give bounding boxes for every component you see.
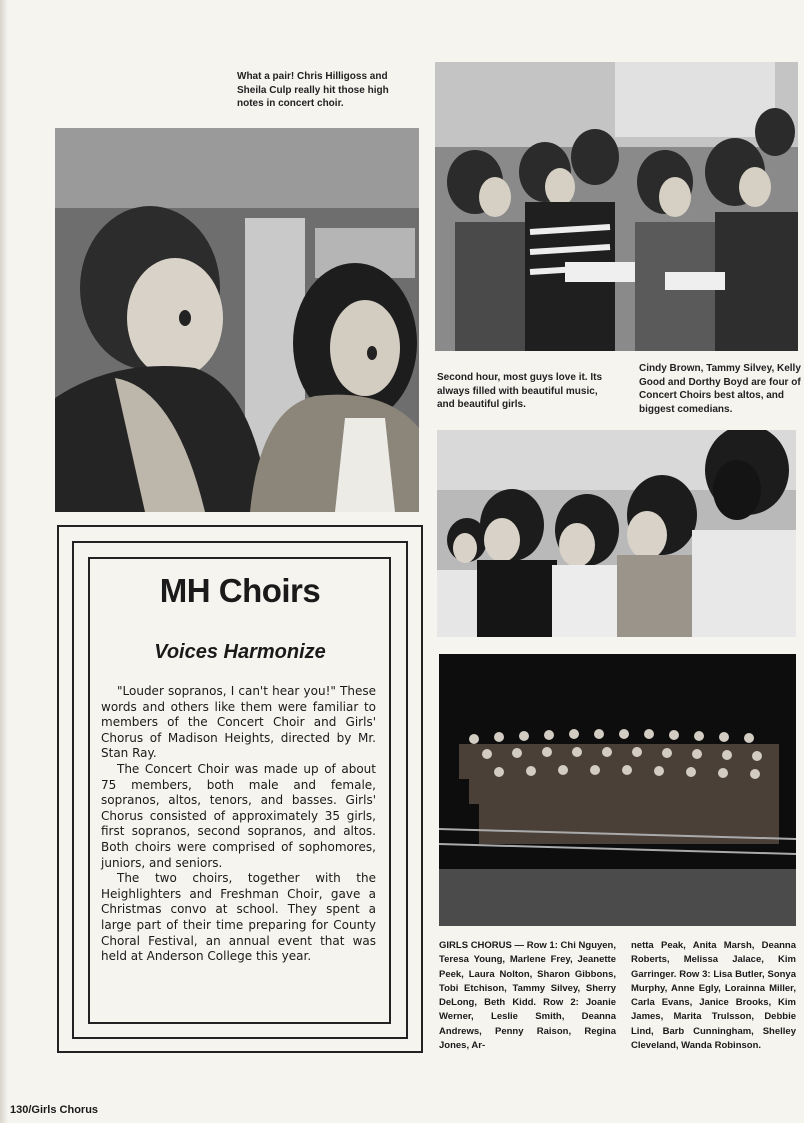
story-frame-rule-right xyxy=(406,541,408,1038)
story-paragraph: The Concert Choir was made up of about 75 members, both male and female, sopranos, altos, tenors, and basses. Girls' Chorus consisted of approximately 35 girls, first sopranos, second sopranos, and altos. Both choirs were comprised of sophomores, juniors, and seniors. xyxy=(101,761,376,870)
photo-second-hour xyxy=(435,62,798,351)
story-frame-rule-top xyxy=(72,541,408,543)
page-spine-shadow xyxy=(0,0,8,1123)
page-folio: 130/Girls Chorus xyxy=(10,1104,99,1116)
roster-column-2: netta Peak, Anita Marsh, Deanna Roberts, Melissa Jalace, Kim Garringer. Row 3: Lisa Butler, Sonya Murphy, Anne Egly, Lorainna Miller, Carla Evans, Janice Brooks, Kim James, Marita Trulsson, Debbie Lind, Barb Cunningham, Shelley Cleveland, Wanda Robinson. xyxy=(631,940,796,1052)
photo-altos xyxy=(437,430,796,637)
caption-comedians: Cindy Brown, Tammy Silvey, Kelly Good and Dorthy Boyd are four of Concert Choirs best altos, and biggest comedians. xyxy=(639,363,801,415)
story-headline: MH Choirs xyxy=(159,572,321,609)
story-body xyxy=(101,684,376,965)
photo-singing-pair xyxy=(55,128,419,512)
roster-column-1: GIRLS CHORUS — Row 1: Chi Nguyen, Teresa Young, Marlene Frey, Jeanette Peek, Laura Nolton, Sharon Gibbons, Tobi Etchison, Tammy Silvey, Sherry DeLong, Beth Kidd. Row 2: Joanie Werner, Leslie Smith, Deanna Andrews, Penny Raison, Regina Jones, Ar- xyxy=(439,940,616,1052)
story-frame-rule-left xyxy=(72,541,74,1038)
story-paragraph: The two choirs, together with the Heighlighters and Freshman Choir, gave a Christmas convo at school. They spent a large part of their time preparing for County Choral Festival, an annual event that was held at Anderson College this year. xyxy=(101,871,376,964)
story-frame-rule-bottom xyxy=(72,1037,408,1039)
caption-second-hour: Second hour, most guys love it. Its always filled with beautiful music, and beautiful girls. xyxy=(437,372,603,410)
story-subhead: Voices Harmonize xyxy=(154,641,326,663)
story-paragraph: "Louder sopranos, I can't hear you!" These words and others like them were familiar to members of the Concert Choir and Girls' Chorus of Madison Heights, directed by Mr. Stan Ray. xyxy=(101,684,376,761)
photo-girls-chorus xyxy=(439,654,796,926)
caption-singing-pair: What a pair! Chris Hilligoss and Sheila Culp really hit those high notes in concert choir. xyxy=(237,71,389,109)
